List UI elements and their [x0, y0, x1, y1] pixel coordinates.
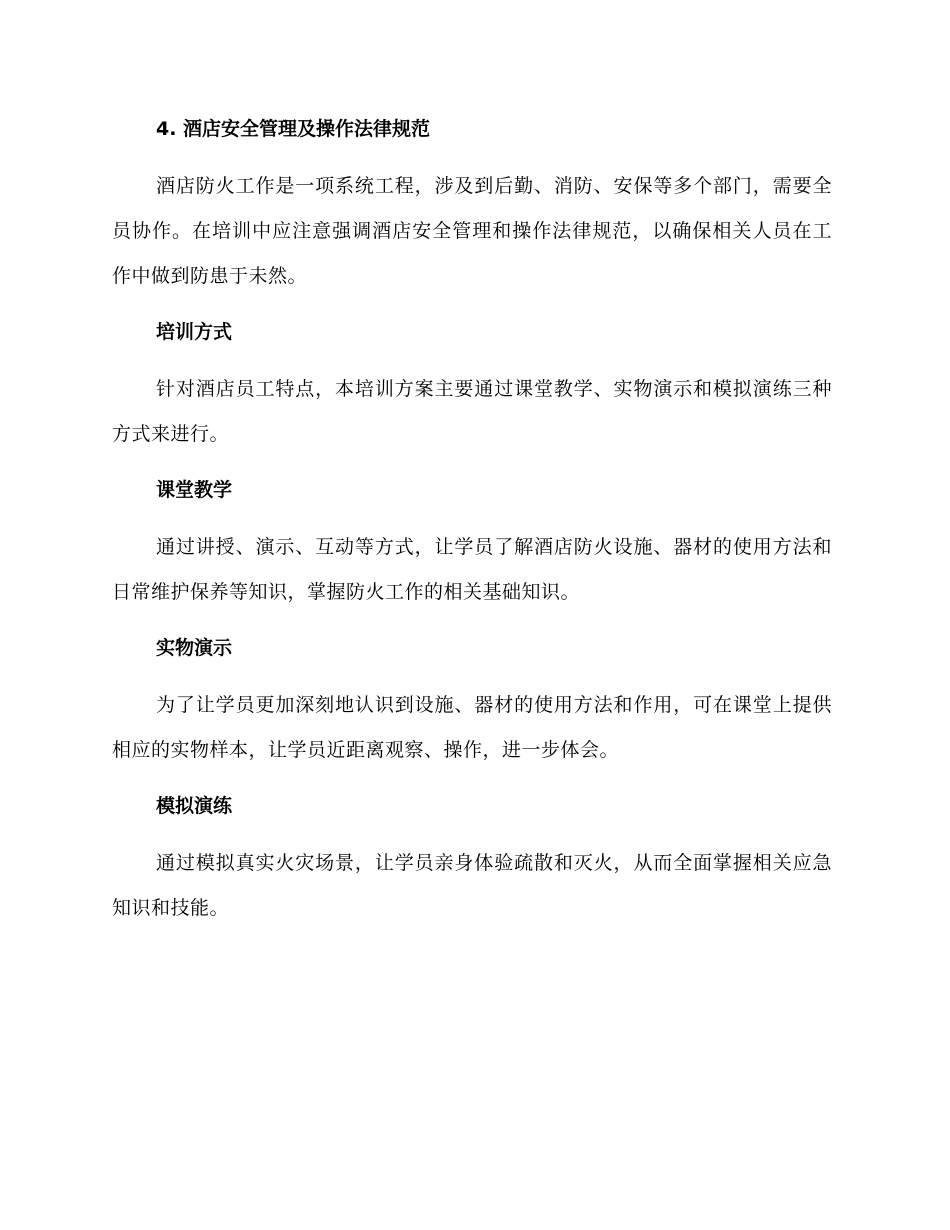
- section-heading: 培训方式: [156, 321, 233, 343]
- section-heading: 课堂教学: [156, 479, 233, 501]
- section-heading: 实物演示: [156, 637, 233, 659]
- section-heading: 4. 酒店安全管理及操作法律规范: [156, 118, 431, 140]
- section-paragraph: 通过模拟真实火灾场景，让学员亲身体验疏散和灭火，从而全面掌握相关应急知识和技能。: [112, 852, 832, 919]
- section-heading: 模拟演练: [156, 795, 233, 817]
- section-paragraph: 为了让学员更加深刻地认识到设施、器材的使用方法和作用，可在课堂上提供相应的实物样本，让学员近距离观察、操作，进一步体会。: [112, 694, 832, 761]
- document-page: [112, 112, 832, 931]
- section-paragraph: 酒店防火工作是一项系统工程，涉及到后勤、消防、安保等多个部门，需要全员协作。在培训中应注意强调酒店安全管理和操作法律规范，以确保相关人员在工作中做到防患于未然。: [112, 175, 832, 287]
- section-paragraph: 针对酒店员工特点，本培训方案主要通过课堂教学、实物演示和模拟演练三种方式来进行。: [112, 378, 832, 445]
- section-paragraph: 通过讲授、演示、互动等方式，让学员了解酒店防火设施、器材的使用方法和日常维护保养等知识，掌握防火工作的相关基础知识。: [112, 536, 832, 603]
